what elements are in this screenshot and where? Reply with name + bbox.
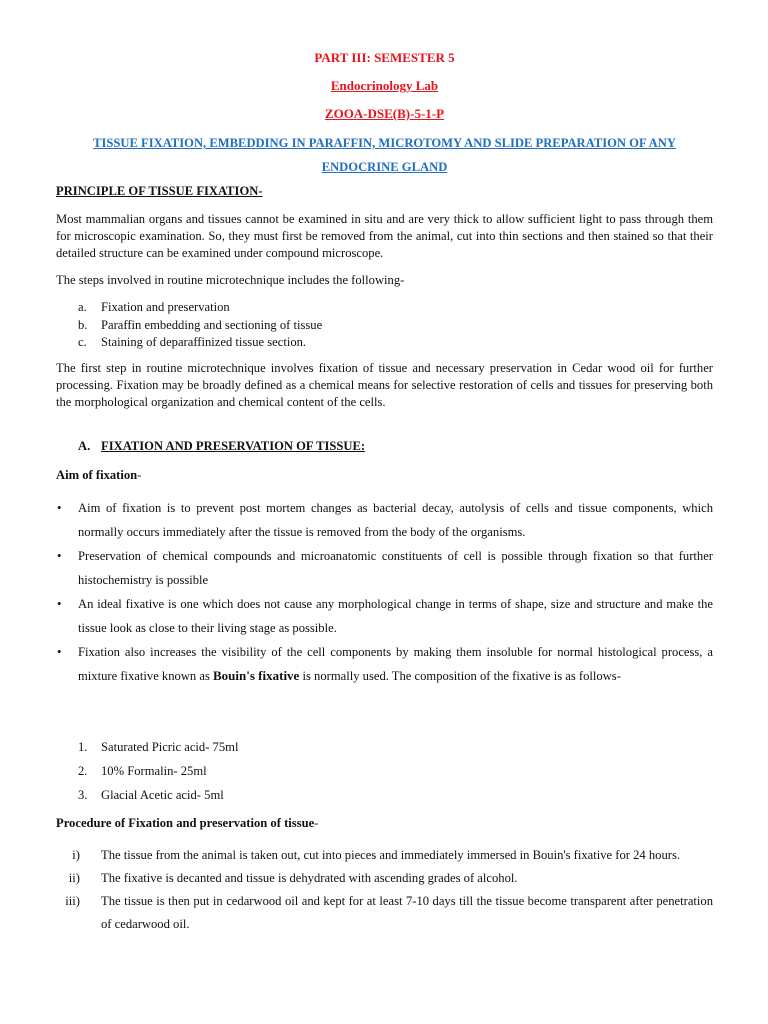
title-line-2: ENDOCRINE GLAND <box>321 160 448 174</box>
procedure-heading <box>56 816 318 831</box>
list-marker: ii) <box>68 871 80 885</box>
list-text: 10% Formalin- 25ml <box>101 764 207 778</box>
title-line-1: TISSUE FIXATION, EMBEDDING IN PARAFFIN, MICROTOMY AND SLIDE PREPARATION OF ANY <box>93 136 676 150</box>
list-item <box>56 496 713 544</box>
list-item <box>78 735 678 759</box>
list-marker: 3. <box>78 788 88 802</box>
section-a-marker: A. <box>78 439 91 453</box>
list-item <box>78 334 698 352</box>
course-code: ZOOA-DSE(B)-5-1-P <box>324 106 445 121</box>
list-marker: i) <box>72 848 80 862</box>
bullet-marker: • <box>57 645 62 659</box>
part-heading: PART III: SEMESTER 5 <box>314 50 455 65</box>
list-item <box>78 317 698 335</box>
list-text: Glacial Acetic acid- 5ml <box>101 788 224 802</box>
principle-heading <box>56 184 263 199</box>
principle-paragraph-2: The steps involved in routine microtechnique includes the following- <box>56 273 405 287</box>
list-text-post: is normally used. The composition of the fixative is as follows- <box>299 669 621 683</box>
section-a-title: FIXATION AND PRESERVATION OF TISSUE: <box>101 439 366 453</box>
list-text: Saturated Picric acid- 75ml <box>101 740 239 754</box>
fixative-name: Bouin's fixative <box>213 668 300 683</box>
steps-list <box>78 299 698 352</box>
procedure-heading-suffix: - <box>314 816 319 830</box>
principle-heading-suffix: - <box>258 184 263 198</box>
list-text: The fixative is decanted and tissue is dehydrated with ascending grades of alcohol. <box>101 871 518 885</box>
list-item <box>78 783 678 807</box>
list-text: Fixation and preservation <box>101 300 230 314</box>
list-marker: a. <box>78 300 87 314</box>
lab-heading: Endocrinology Lab <box>330 78 439 93</box>
list-marker: iii) <box>65 894 80 908</box>
list-item <box>56 592 713 640</box>
list-item <box>56 844 713 867</box>
list-marker: 1. <box>78 740 88 754</box>
bullet-marker: • <box>57 549 62 563</box>
aim-heading <box>56 468 141 483</box>
procedure-list <box>56 844 713 936</box>
list-text: The tissue is then put in cedarwood oil and kept for at least 7-10 days till the tissue become transparent after penetration of cedarwood oil. <box>101 894 713 931</box>
section-a-heading <box>78 439 365 454</box>
principle-heading-text: PRINCIPLE OF TISSUE FIXATION <box>56 184 259 198</box>
bullet-marker: • <box>57 597 62 611</box>
composition-list <box>78 735 678 807</box>
list-item <box>56 867 713 890</box>
list-text: An ideal fixative is one which does not cause any morphological change in terms of shape, size and structure and make the tissue look as close to their living stage as possible. <box>78 597 713 635</box>
bullet-marker: • <box>57 501 62 515</box>
list-item <box>56 890 713 936</box>
document-title <box>56 131 713 179</box>
list-marker: b. <box>78 317 88 332</box>
aim-bullets <box>56 496 713 688</box>
principle-paragraph-1: Most mammalian organs and tissues cannot be examined in situ and are very thick to allow sufficient light to pass through them for microscopic examination. So, they must first be removed from the animal, cut into thin sections and then stained so that their detailed structure can be examined under compound microscope. <box>56 212 713 260</box>
list-marker: 2. <box>78 764 88 778</box>
procedure-heading-text: Procedure of Fixation and preservation of tissue <box>56 816 315 830</box>
principle-paragraph-3: The first step in routine microtechnique involves fixation of tissue and necessary preservation in Cedar wood oil for further processing. Fixation may be broadly defined as a chemical means for selective restoration of cells and tissues for preserving both the morphological organization and chemical content of the cells. <box>56 361 713 409</box>
list-item <box>78 759 678 783</box>
aim-heading-text: Aim of fixation <box>56 468 138 482</box>
list-text: Aim of fixation is to prevent post mortem changes as bacterial decay, autolysis of cells and tissue components, which normally occurs immediately after the tissue is removed from the body of the organisms. <box>78 501 713 539</box>
list-text-pre: Fixation also increases the visibility of the cell components by making them insoluble for normal histological process, a mixture fixative known as <box>78 645 713 683</box>
aim-heading-suffix: - <box>137 468 142 482</box>
list-item <box>56 640 713 688</box>
list-marker: c. <box>78 335 87 349</box>
list-item <box>56 544 713 592</box>
list-text: Preservation of chemical compounds and microanatomic constituents of cell is possible through fixation so that further histochemistry is possible <box>78 549 713 587</box>
list-item <box>78 299 698 317</box>
list-text: Staining of deparaffinized tissue section. <box>101 335 307 349</box>
list-text: Paraffin embedding and sectioning of tissue <box>101 317 323 332</box>
list-text: The tissue from the animal is taken out, cut into pieces and immediately immersed in Bouin's fixative for 24 hours. <box>101 848 681 862</box>
